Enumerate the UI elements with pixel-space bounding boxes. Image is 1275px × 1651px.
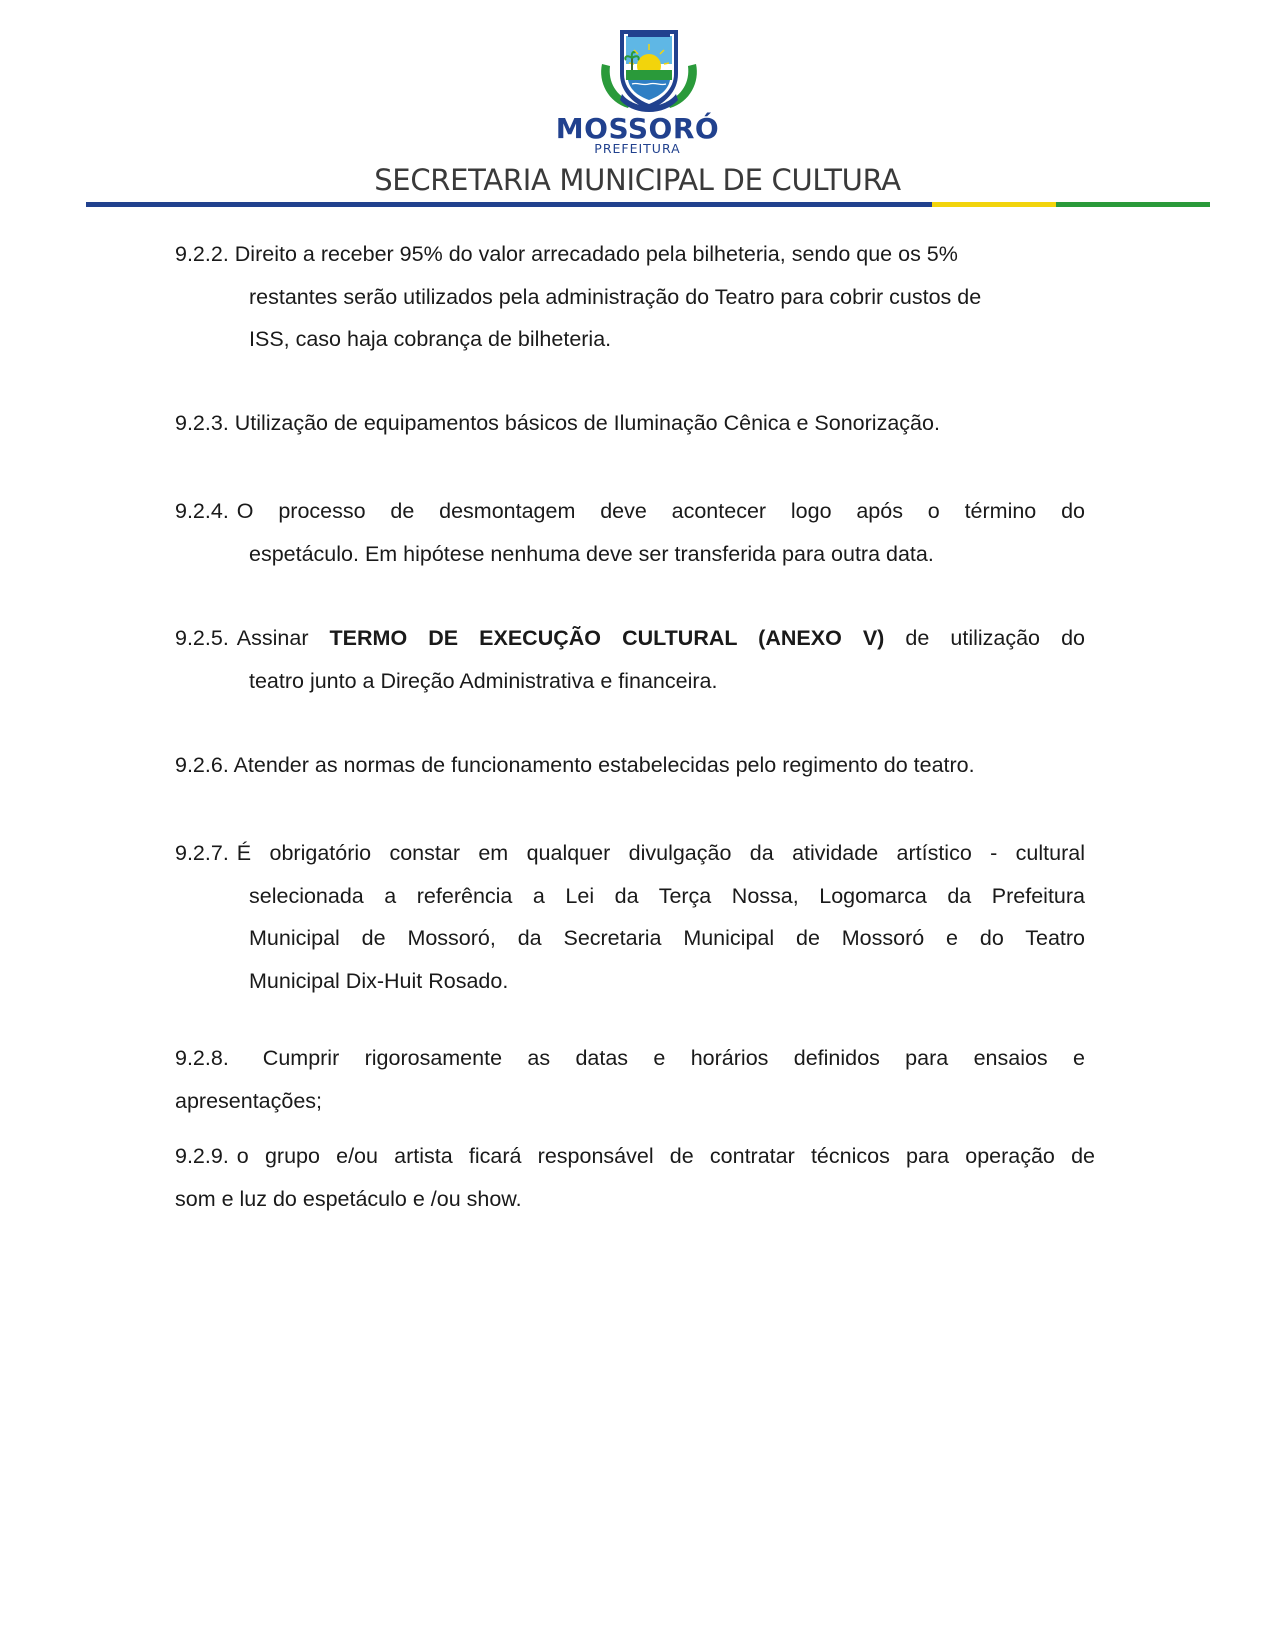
clause-text: apresentações;: [175, 1088, 323, 1113]
clause-9-2-4: [175, 490, 1085, 575]
clause-9-2-3: [175, 402, 1085, 445]
clause-9-2-9: [175, 1135, 1095, 1220]
clause-text: É obrigatório constar em qualquer divulgação da atividade artístico - cultural: [236, 841, 1085, 865]
clause-number: 9.2.7.: [175, 841, 229, 865]
clause-9-2-7: [175, 832, 1085, 1002]
rule-yellow-segment: [932, 202, 1056, 207]
clause-text: selecionada a referência a Lei da Terça Nossa, Logomarca da Prefeitura: [249, 883, 1085, 908]
mossoro-crest-logo: [598, 24, 700, 116]
clause-text-pre: Assinar: [236, 626, 330, 650]
clause-text: Municipal Dix-Huit Rosado.: [249, 968, 509, 993]
clause-text: ISS, caso haja cobrança de bilheteria.: [249, 327, 612, 351]
header-color-rule: [86, 202, 1210, 207]
clause-text: Municipal de Mossoró, da Secretaria Municipal de Mossoró e do Teatro: [249, 926, 1085, 950]
clause-text: Direito a receber 95% do valor arrecadado pela bilheteria, sendo que os 5%: [234, 242, 958, 266]
clause-number: 9.2.4.: [175, 499, 229, 523]
clause-text-post: de utilização do: [884, 626, 1085, 650]
page-header: [0, 0, 1275, 210]
clause-number: 9.2.2.: [175, 242, 229, 266]
clause-text: Utilização de equipamentos básicos de Iluminação Cênica e Sonorização.: [234, 411, 940, 435]
clause-number: 9.2.6.: [175, 753, 229, 777]
department-title: SECRETARIA MUNICIPAL DE CULTURA: [374, 163, 901, 197]
clause-text: o grupo e/ou artista ficará responsável de contratar técnicos para operação de: [236, 1144, 1095, 1168]
clause-number: 9.2.9.: [175, 1144, 229, 1168]
clause-text: teatro junto a Direção Administrativa e financeira.: [249, 668, 718, 693]
rule-green-segment: [1056, 202, 1210, 207]
clause-text: espetáculo. Em hipótese nenhuma deve ser transferida para outra data.: [249, 541, 934, 566]
rule-blue-segment: [86, 202, 932, 207]
brand-name: MOSSORÓ: [555, 112, 720, 145]
clause-text: [237, 617, 1085, 660]
clause-text: Atender as normas de funcionamento estabelecidas pelo regimento do teatro.: [233, 753, 975, 777]
clause-text: O processo de desmontagem deve acontecer logo após o término do: [236, 499, 1085, 523]
clause-number: 9.2.5.: [175, 626, 229, 650]
clause-text: Cumprir rigorosamente as datas e horários definidos para ensaios e: [262, 1046, 1085, 1070]
clause-text: restantes serão utilizados pela administração do Teatro para cobrir custos de: [249, 284, 982, 309]
clause-text: som e luz do espetáculo e /ou show.: [175, 1186, 522, 1211]
clause-number: 9.2.3.: [175, 411, 229, 435]
clause-text-bold: TERMO DE EXECUÇÃO CULTURAL (ANEXO V): [329, 626, 885, 650]
clause-9-2-2: [175, 233, 1085, 361]
brand-subtitle: PREFEITURA: [594, 141, 681, 156]
clause-9-2-5: [175, 617, 1085, 702]
clause-9-2-8: [175, 1037, 1085, 1122]
clause-9-2-6: [175, 744, 1085, 787]
clause-number: 9.2.8.: [175, 1046, 229, 1070]
